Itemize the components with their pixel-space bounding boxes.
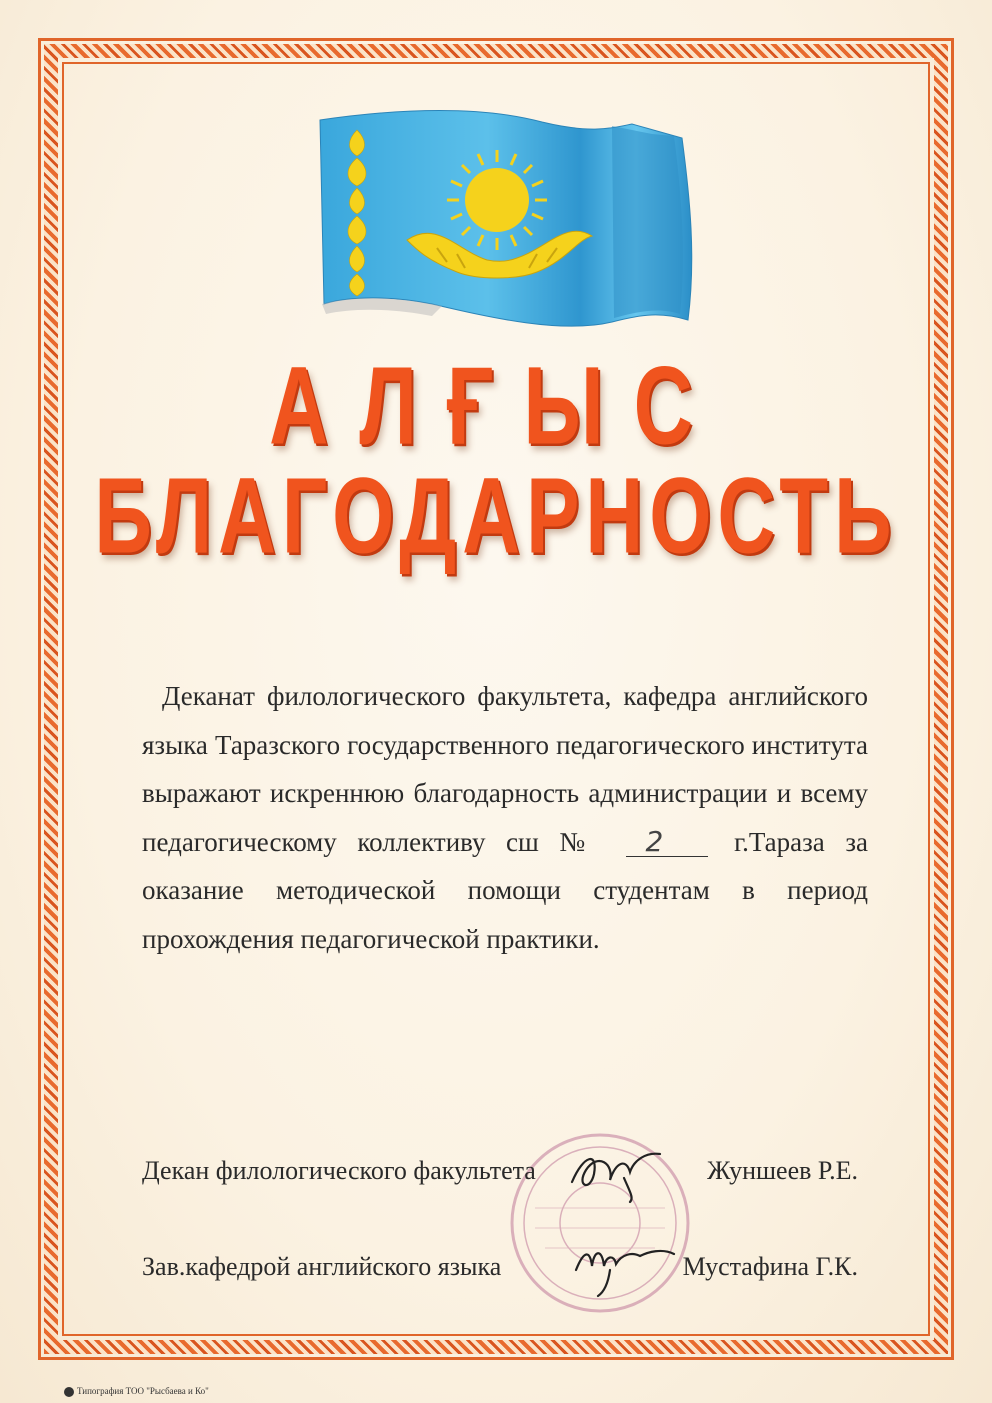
signatory-name: Мустафина Г.К. [682,1252,858,1281]
school-number-handwritten: 2 [626,828,708,857]
handwritten-signature-icon [570,1230,680,1300]
body-text-part1: Деканат филологического факультета, кафедра английского языка Таразского государственного педагогического института выражают искреннюю благодарность администрации и всему педагогическому коллективу сш № [142,681,868,857]
handwritten-signature-icon [564,1134,674,1204]
printer-imprint [64,1386,209,1397]
kazakhstan-flag-icon [312,108,702,338]
signature-row-head-of-department [142,1252,868,1302]
printer-logo-icon [64,1387,74,1397]
signatory-role: Зав.кафедрой английского языка [142,1252,502,1281]
signatory-role: Декан филологического факультета [142,1156,536,1185]
body-text-part2: г.Тараза за оказание методической помощи студентам в период прохождения педагогической практики. [142,826,868,954]
title-russian: БЛАГОДАРНОСТЬ [94,455,898,576]
certificate-body-text [142,672,868,963]
signatory-name: Жуншеев Р.Е. [707,1156,858,1185]
signature-row-dean [142,1156,868,1206]
title-kazakh: АЛҒЫС [269,344,723,468]
printer-note: Типография ТОО "Рысбаева и Ко" [77,1386,209,1396]
